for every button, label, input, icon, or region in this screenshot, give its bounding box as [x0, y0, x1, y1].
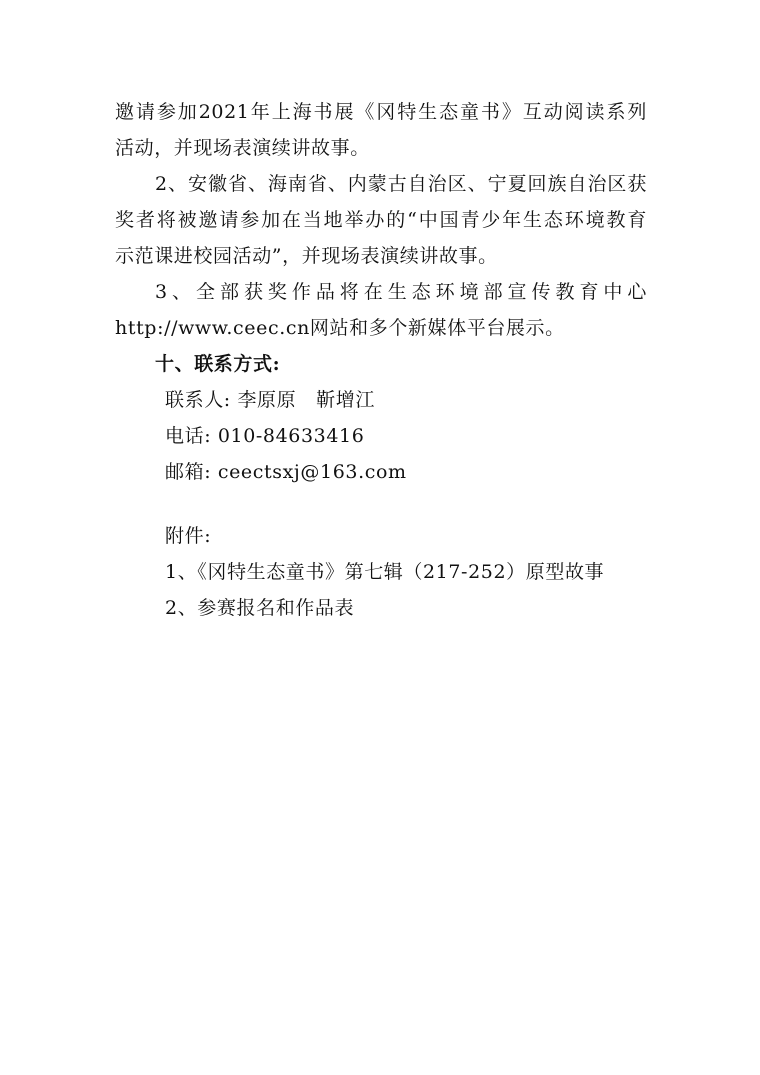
contact-person: 联系人: 李原原 靳增江: [165, 389, 375, 411]
paragraph3-line1: 3、全部获奖作品将在生态环境部宣传教育中心: [155, 281, 647, 303]
paragraph1-line2: 活动，并现场表演续讲故事。: [115, 137, 370, 159]
paragraph1-line1: 邀请参加2021年上海书展《冈特生态童书》互动阅读系列: [115, 101, 647, 123]
paragraph2-line1: 2、安徽省、海南省、内蒙古自治区、宁夏回族自治区获: [155, 173, 647, 195]
contact-email: 邮箱: ceectsxj@163.com: [165, 461, 407, 483]
attachments-heading: 附件:: [165, 525, 212, 547]
paragraph2-line2: 奖者将被邀请参加在当地举办的“中国青少年生态环境教育: [115, 209, 647, 231]
contact-heading: 十、联系方式:: [155, 353, 281, 375]
attachment-item-2: 2、参赛报名和作品表: [165, 597, 355, 619]
paragraph3-line2: http://www.ceec.cn网站和多个新媒体平台展示。: [115, 317, 565, 339]
paragraph2-line3: 示范课进校园活动”，并现场表演续讲故事。: [115, 245, 498, 267]
attachment-item-1: 1、《冈特生态童书》第七辑（217-252）原型故事: [165, 561, 605, 583]
contact-phone: 电话: 010-84633416: [165, 425, 365, 447]
